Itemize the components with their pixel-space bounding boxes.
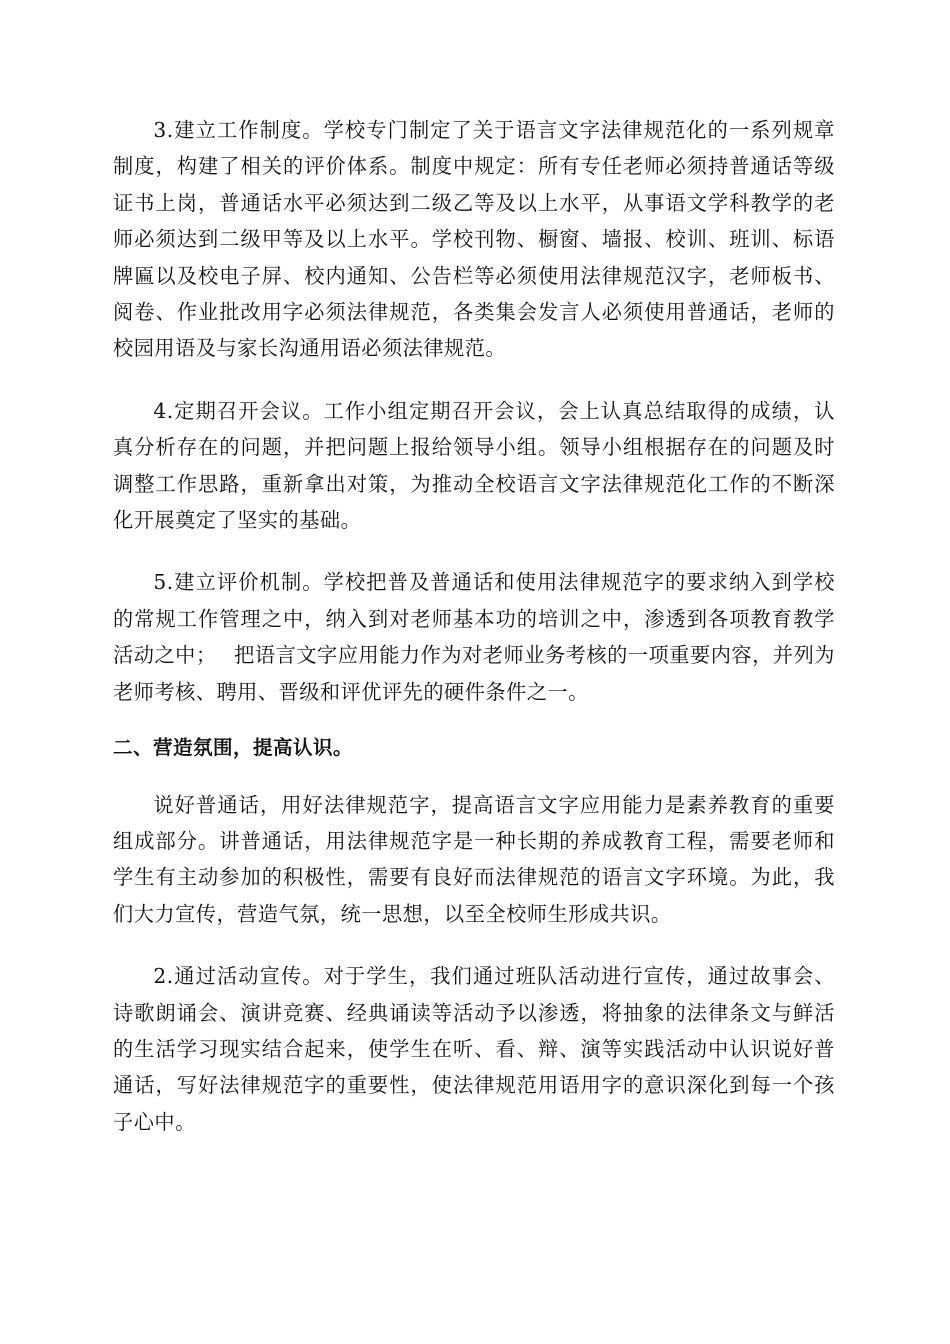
paragraph-spacer <box>113 932 835 958</box>
paragraph-work-system: 3.建立工作制度。学校专门制定了关于语言文字法律规范化的一系列规章制度，构建了相关的评价体系。制度中规定：所有专任老师必须持普通话等级证书上岗，普通话水平必须达到二级乙等及以上水平，从事语文学科教学的老师必须达到二级甲等及以上水平。学校刊物、橱窗、墙报、校训、班训、标语牌匾以及校电子屏、校内通知、公告栏等必须使用法律规范汉字，老师板书、阅卷、作业批改用字必须法律规范，各类集会发言人必须使用普通话，老师的校园用语及与家长沟通用语必须法律规范。 <box>113 118 835 361</box>
paragraph-spacer <box>113 767 835 787</box>
paragraph-regular-meetings: 4.定期召开会议。工作小组定期召开会议，会上认真总结取得的成绩，认真分析存在的问题，并把问题上报给领导小组。领导小组根据存在的问题及时调整工作思路，重新拿出对策，为推动全校语言文字法律规范化工作的不断深化开展奠定了坚实的基础。 <box>113 398 835 533</box>
paragraph-evaluation-mechanism: 5.建立评价机制。学校把普及普通话和使用法律规范字的要求纳入到学校的常规工作管理之中，纳入到对老师基本功的培训之中，渗透到各项教育教学活动之中； 把语言文字应用能力作为对老师业务考核的一项重要内容，并列为老师考核、聘用、晋级和评优评先的硬件条件之一。 <box>113 570 835 704</box>
paragraph-activity-promotion: 2.通过活动宣传。对于学生，我们通过班队活动进行宣传，通过故事会、诗歌朗诵会、演讲竞赛、经典诵读等活动予以渗透，将抽象的法律条文与鲜活的生活学习现实结合起来，使学生在听、看、辩、演等实践活动中认识说好普通话，写好法律规范字的重要性，使法律规范用语用字的意识深化到每一个孩子心中。 <box>113 964 835 1134</box>
paragraph-spacer <box>113 538 835 564</box>
paragraph-spacer <box>113 367 835 393</box>
paragraph-atmosphere-intro: 说好普通话，用好法律规范字，提高语言文字应用能力是素养教育的重要组成部分。讲普通话，用法律规范字是一种长期的养成教育工程，需要老师和学生有主动参加的积极性，需要有良好而法律规范的语言文字环境。为此，我们大力宣传，营造气氛，统一思想，以至全校师生形成共识。 <box>113 792 835 926</box>
paragraph-spacer <box>113 710 835 730</box>
document-body <box>113 112 835 1140</box>
section-heading: 二、营造氛围，提高认识。 <box>113 736 354 760</box>
